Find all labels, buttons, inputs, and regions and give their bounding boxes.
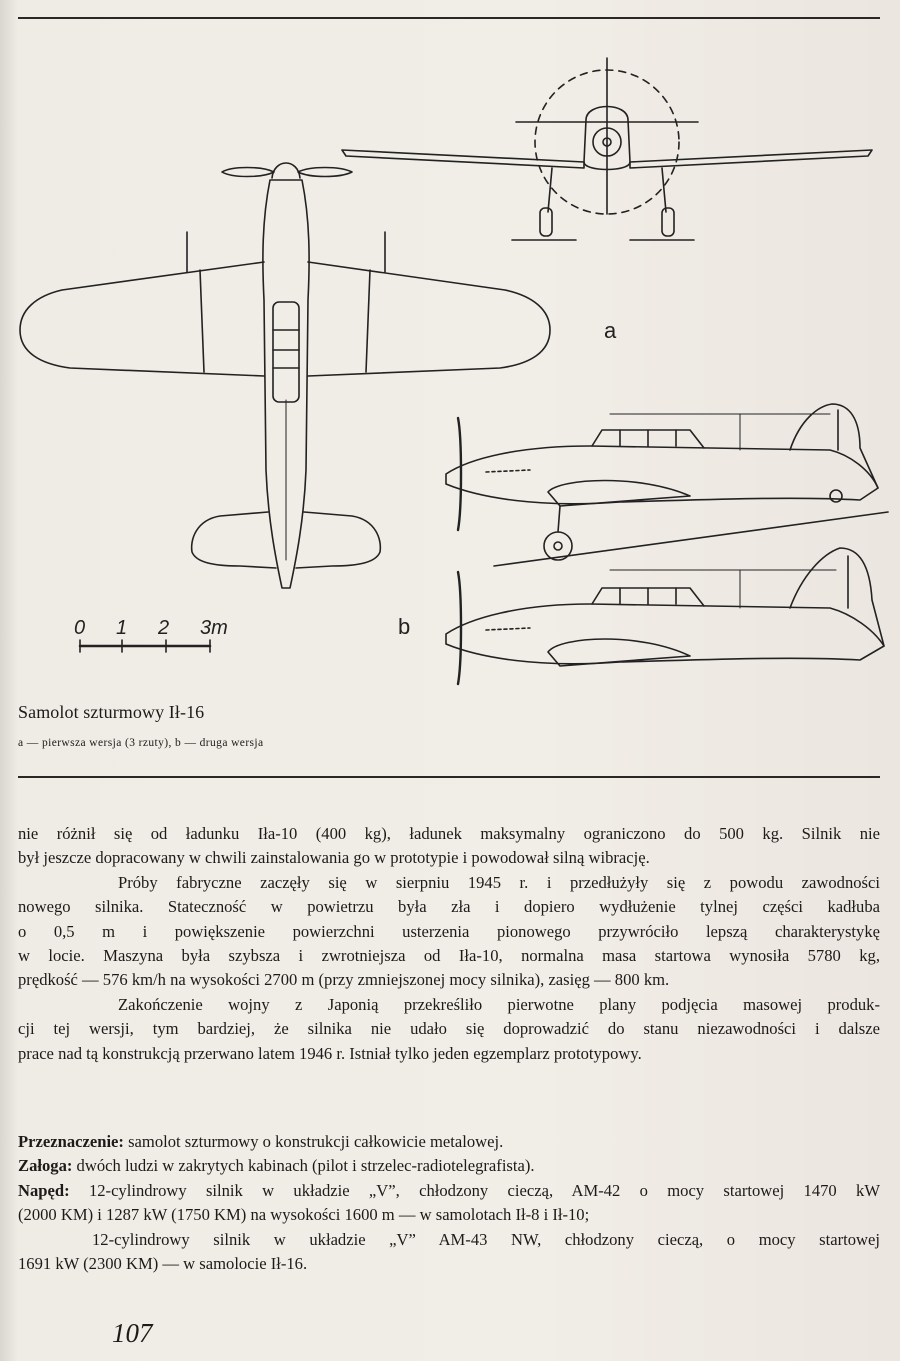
figure-label-b: b xyxy=(398,614,411,639)
spec-drive-alt-continued: 1691 kW (2300 KM) — w samolocie Ił-16. xyxy=(18,1254,308,1274)
spec-label: Przeznaczenie: xyxy=(18,1132,124,1151)
figure-label-a: a xyxy=(604,318,617,343)
front-view xyxy=(342,58,872,240)
spec-value: dwóch ludzi w zakrytych kabinach (pilot i strzelec-radiotelegrafista). xyxy=(72,1156,535,1176)
page-number: 107 xyxy=(112,1318,153,1348)
spec-drive-alt: 12-cylindrowy silnik w układzie „V” AM-43 NW, chłodzony cieczą, o mocy startowej xyxy=(92,1229,880,1249)
body-line: nowego silnika. Stateczność w powietrzu była zła i dopiero wydłużenie tylnej części kadłuba xyxy=(18,897,880,917)
side-view-second xyxy=(446,548,884,684)
aircraft-drawing xyxy=(0,20,900,720)
spec-drive-continued: (2000 KM) i 1287 kW (1750 KM) na wysokości 1600 m — w samolotach Ił-8 i Ił-10; xyxy=(18,1205,590,1225)
body-line: prędkość — 576 km/h na wysokości 2700 m (przy zmniejszonej mocy silnika), zasięg — 800 km. xyxy=(18,970,670,990)
spec-label: Załoga: xyxy=(18,1156,73,1176)
scale-bar xyxy=(74,617,228,652)
body-line: był jeszcze dopracowany w chwili zainstalowania go w prototypie i powodował silną wibrację. xyxy=(18,848,650,868)
body-line: cji tej wersji, tym bardziej, że silnika nie udało się doprowadzić do stanu niezawodności i dalsze xyxy=(18,1019,880,1039)
spec-purpose xyxy=(18,1130,880,1154)
body-line: o 0,5 m i powiększenie powierzchni usterzenia pionowego przywróciło lepszą charakterystykę xyxy=(18,921,880,941)
spec-label: Napęd: xyxy=(18,1180,70,1200)
body-line: w locie. Maszyna była szybsza i zwrotniejsza od Iła-10, normalna masa startowa wynosiła 5780 kg, xyxy=(18,946,880,966)
spec-drive xyxy=(18,1179,880,1203)
body-line: prace nad tą konstrukcją przerwano latem 1946 r. Istniał tylko jeden egzemplarz prototypowy. xyxy=(18,1043,642,1063)
scale-label-2: 2 xyxy=(158,617,170,639)
scale-label-0: 0 xyxy=(74,617,86,639)
plan-view xyxy=(20,163,550,588)
body-line: Próby fabryczne zaczęły się w sierpniu 1945 r. i przedłużyły się z powodu zawodności xyxy=(118,872,880,892)
specifications xyxy=(18,1130,880,1276)
spec-crew xyxy=(18,1154,880,1178)
body-text xyxy=(18,822,880,1066)
scale-label-3m: 3m xyxy=(200,617,228,639)
figure-caption-title: Samolot szturmowy Ił-16 xyxy=(18,702,205,722)
side-view-first xyxy=(446,404,888,566)
spec-value: 12-cylindrowy silnik w układzie „V”, chłodzony cieczą, AM-42 o mocy startowej 1470 kW xyxy=(69,1180,880,1200)
scale-label-1: 1 xyxy=(116,617,128,639)
spec-value: samolot szturmowy o konstrukcji całkowicie metalowej. xyxy=(123,1132,504,1151)
section-rule xyxy=(18,776,880,778)
body-line: nie różnił się od ładunku Iła-10 (400 kg), ładunek maksymalny ograniczono do 500 kg. Silnik nie xyxy=(18,824,880,843)
figure-caption-subtitle: a — pierwsza wersja (3 rzuty), b — druga wersja xyxy=(18,737,264,749)
body-line: Zakończenie wojny z Japonią przekreśliło pierwotne plany podjęcia masowej produk- xyxy=(118,994,880,1014)
top-rule xyxy=(18,17,880,19)
